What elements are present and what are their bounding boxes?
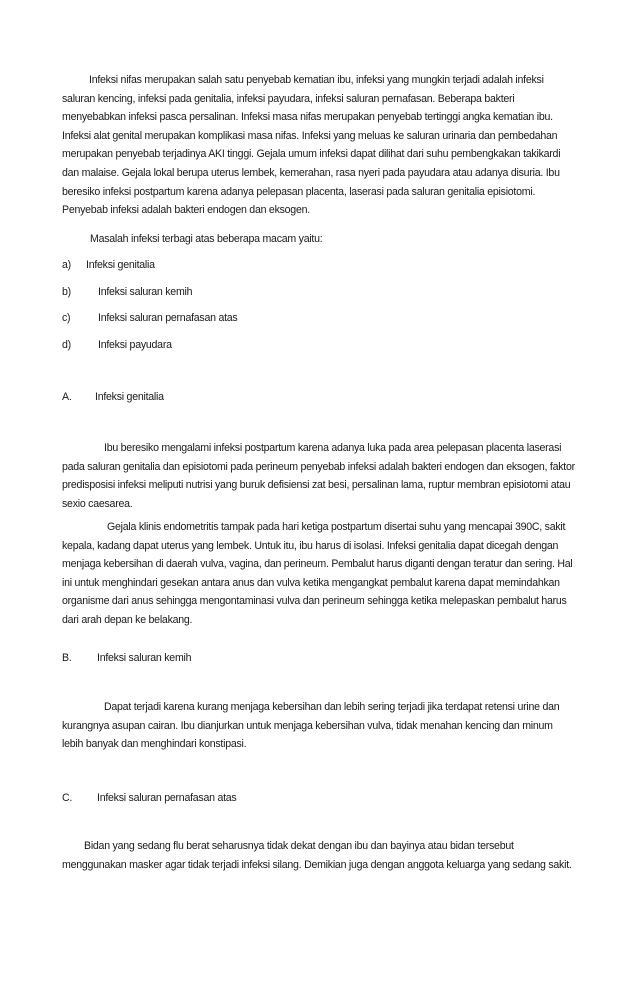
section-marker: B. — [62, 652, 72, 664]
list-item — [62, 338, 172, 352]
section-title: Infeksi saluran kemih — [97, 652, 192, 664]
section-title: Infeksi genitalia — [95, 391, 164, 403]
section-paragraph: Dapat terjadi karena kurang menjaga kebersihan dan lebih sering terjadi jika terdapat retensi urine dan kurangnya asupan cairan. Ibu dianjurkan untuk menjaga kebersihan vulva, tidak menahan kencing dan minum lebih banyak dan menghindari konstipasi. — [62, 701, 560, 751]
section-paragraph: Gejala klinis endometritis tampak pada hari ketiga postpartum disertai suhu yang mencapai 390C, sakit kepala, kadang dapat uterus yang lembek. Untuk itu, ibu harus di isolasi. Infeksi genitalia dapat dicegah dengan menjaga kebersihan di daerah vulva, vagina, dan perineum. Pembalut harus diganti dengan teratur dan sering. Hal ini untuk menghindari gesekan antara anus dan vulva ketika mengangkat pembalut karena dapat memindahkan organisme dari anus sehingga mengontaminasi vulva dan perineum sehingga ketika melepaskan pembalut harus dari arah depan ke belakang. — [62, 521, 573, 626]
section-heading-pernafasan — [62, 791, 236, 805]
section-paragraph: Bidan yang sedang flu berat seharusnya tidak dekat dengan ibu dan bayinya atau bidan tersebut menggunakan masker agar tidak terjadi infeksi silang. Demikian juga dengan anggota keluarga yang sedang sakit. — [62, 840, 572, 871]
list-marker: b) — [62, 286, 71, 298]
section-marker: A. — [62, 391, 72, 403]
list-marker: a) — [62, 259, 71, 271]
section-heading-genitalia — [62, 390, 164, 404]
section-title: Infeksi saluran pernafasan atas — [97, 792, 237, 804]
list-item-label: Infeksi saluran pernafasan atas — [98, 312, 238, 324]
section-marker: C. — [62, 792, 73, 804]
list-item-label: Infeksi saluran kemih — [98, 286, 193, 298]
section-paragraph: Ibu beresiko mengalami infeksi postpartum karena adanya luka pada area pelepasan placenta laserasi pada saluran genitalia dan episiotomi pada perineum penyebab infeksi adalah bakteri endogen dan eksogen, faktor predisposisi infeksi meliputi nutrisi yang buruk defisiensi zat besi, persalinan lama, ruptur membran episiotomi atau sexio caesarea. — [62, 442, 575, 510]
list-intro: Masalah infeksi terbagi atas beberapa macam yaitu: — [90, 233, 323, 245]
list-item — [62, 311, 237, 325]
list-item — [62, 285, 192, 299]
list-item-label: Infeksi payudara — [98, 339, 172, 351]
list-item-label: Infeksi genitalia — [86, 259, 155, 271]
list-item — [62, 258, 155, 272]
list-marker: d) — [62, 339, 71, 351]
section-heading-saluran-kemih — [62, 651, 191, 665]
intro-paragraph: Infeksi nifas merupakan salah satu penyebab kematian ibu, infeksi yang mungkin terjadi adalah infeksi saluran kencing, infeksi pada genitalia, infeksi payudara, infeksi saluran pernafasan. Beberapa bakteri menyebabkan infeksi pasca persalinan. Infeksi masa nifas merupakan penyebab tertinggi angka kematian ibu. Infeksi alat genital merupakan komplikasi masa nifas. Infeksi yang meluas ke saluran urinaria dan pembedahan merupakan penyebab terjadinya AKI tinggi. Gejala umum infeksi dapat dilihat dari suhu pembengkakan takikardi dan malaise. Gejala lokal berupa uterus lembek, kemerahan, rasa nyeri pada payudara atau adanya disuria. Ibu beresiko infeksi postpartum karena adanya pelepasan placenta, laserasi pada saluran genitalia episiotomi. Penyebab infeksi adalah bakteri endogen dan eksogen. — [62, 74, 561, 217]
list-marker: c) — [62, 312, 71, 324]
